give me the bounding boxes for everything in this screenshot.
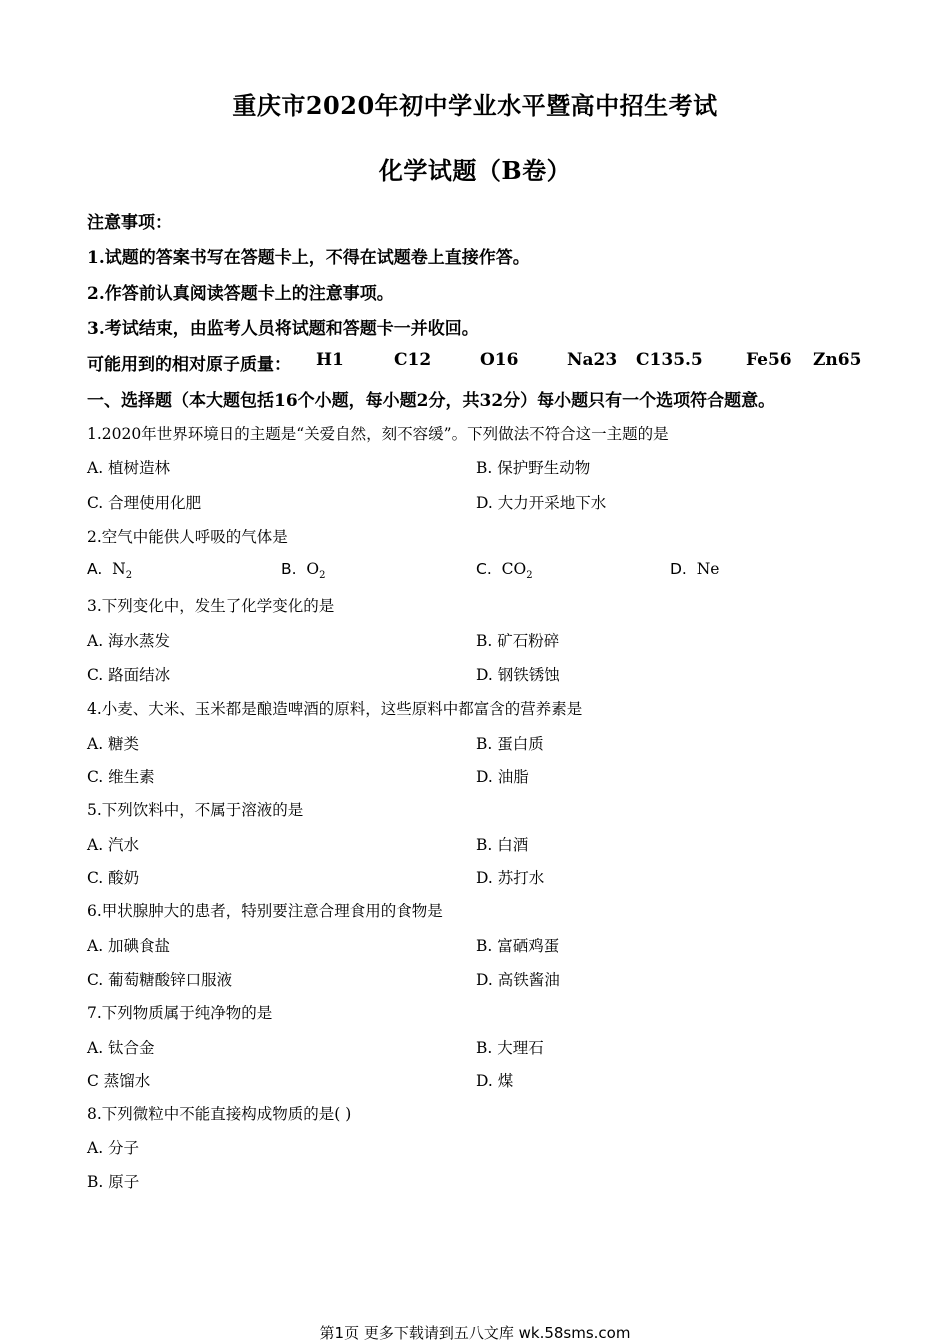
atomic-mass-value: H1 xyxy=(316,350,344,370)
option-a: A. 加碘食盐 xyxy=(87,937,171,955)
question-stem: 7.下列物质属于纯净物的是 xyxy=(87,1004,273,1022)
atomic-mass-value: Fe56 xyxy=(746,350,792,370)
option-c: C. 路面结冰 xyxy=(87,666,171,684)
atomic-mass-value: Zn65 xyxy=(813,350,862,370)
notice-heading: 注意事项： xyxy=(87,213,172,233)
atomic-mass-value: C12 xyxy=(394,350,432,370)
option-b: B. 原子 xyxy=(87,1173,140,1191)
atomic-mass-value: Na23 xyxy=(567,350,618,370)
page-title: 重庆市2020年初中学业水平暨高中招生考试 xyxy=(232,91,718,120)
option-a: A. 海水蒸发 xyxy=(87,632,171,650)
option-d: D. Ne xyxy=(670,560,720,578)
option-a: A. 钛合金 xyxy=(87,1039,155,1057)
option-d: D. 苏打水 xyxy=(476,869,545,887)
option-c: C. 合理使用化肥 xyxy=(87,494,202,512)
notice-item: 3.考试结束，由监考人员将试题和答题卡一并收回。 xyxy=(87,319,479,339)
option-a: A. 分子 xyxy=(87,1139,140,1157)
question-stem: 6.甲状腺肿大的患者，特别要注意合理食用的食物是 xyxy=(87,902,443,920)
option-d: D. 钢铁锈蚀 xyxy=(476,666,560,684)
question-stem: 3.下列变化中，发生了化学变化的是 xyxy=(87,597,335,615)
option-b: B. 大理石 xyxy=(476,1039,544,1057)
option-d: D. 油脂 xyxy=(476,768,529,786)
atomic-mass-value: C135.5 xyxy=(636,350,703,370)
option-d: D. 大力开采地下水 xyxy=(476,494,607,512)
question-stem: 2.空气中能供人呼吸的气体是 xyxy=(87,528,288,546)
notice-item: 1.试题的答案书写在答题卡上，不得在试题卷上直接作答。 xyxy=(87,248,530,268)
section-heading: 一、选择题（本大题包括16个小题，每小题2分，共32分）每小题只有一个选项符合题意。 xyxy=(87,391,776,411)
option-c: C 蒸馏水 xyxy=(87,1072,151,1090)
option-c: C. 酸奶 xyxy=(87,869,140,887)
option-b: B. 蛋白质 xyxy=(476,735,544,753)
atomic-mass-label: 可能用到的相对原子质量： xyxy=(87,355,291,375)
option-b: B. 保护野生动物 xyxy=(476,459,591,477)
option-a: A. 糖类 xyxy=(87,735,140,753)
option-a: A. 汽水 xyxy=(87,836,140,854)
option-d: D. 煤 xyxy=(476,1072,514,1090)
question-stem: 1.2020年世界环境日的主题是“关爱自然，刻不容缓”。下列做法不符合这一主题的是 xyxy=(87,425,669,443)
option-a: A. 植树造林 xyxy=(87,459,171,477)
atomic-mass-value: O16 xyxy=(480,350,519,370)
option-b: B. 矿石粉碎 xyxy=(476,632,560,650)
page-subtitle: 化学试题（B卷） xyxy=(378,156,572,185)
option-a: A. $N_2$ xyxy=(87,560,133,582)
question-stem: 5.下列饮料中，不属于溶液的是 xyxy=(87,801,304,819)
option-c: C. $CO_2$ xyxy=(476,560,533,582)
option-c: C. 葡萄糖酸锌口服液 xyxy=(87,971,233,989)
notice-item: 2.作答前认真阅读答题卡上的注意事项。 xyxy=(87,284,394,304)
question-stem: 8.下列微粒中不能直接构成物质的是( ) xyxy=(87,1105,352,1123)
option-b: B. 富硒鸡蛋 xyxy=(476,937,560,955)
option-b: B. 白酒 xyxy=(476,836,529,854)
question-stem: 4.小麦、大米、玉米都是酿造啤酒的原料，这些原料中都富含的营养素是 xyxy=(87,700,583,718)
option-b: B. $O_2$ xyxy=(281,560,326,582)
option-d: D. 高铁酱油 xyxy=(476,971,560,989)
option-c: C. 维生素 xyxy=(87,768,155,786)
page-footer: 第1页 更多下载请到五八文库 wk.58sms.com xyxy=(319,1324,631,1342)
